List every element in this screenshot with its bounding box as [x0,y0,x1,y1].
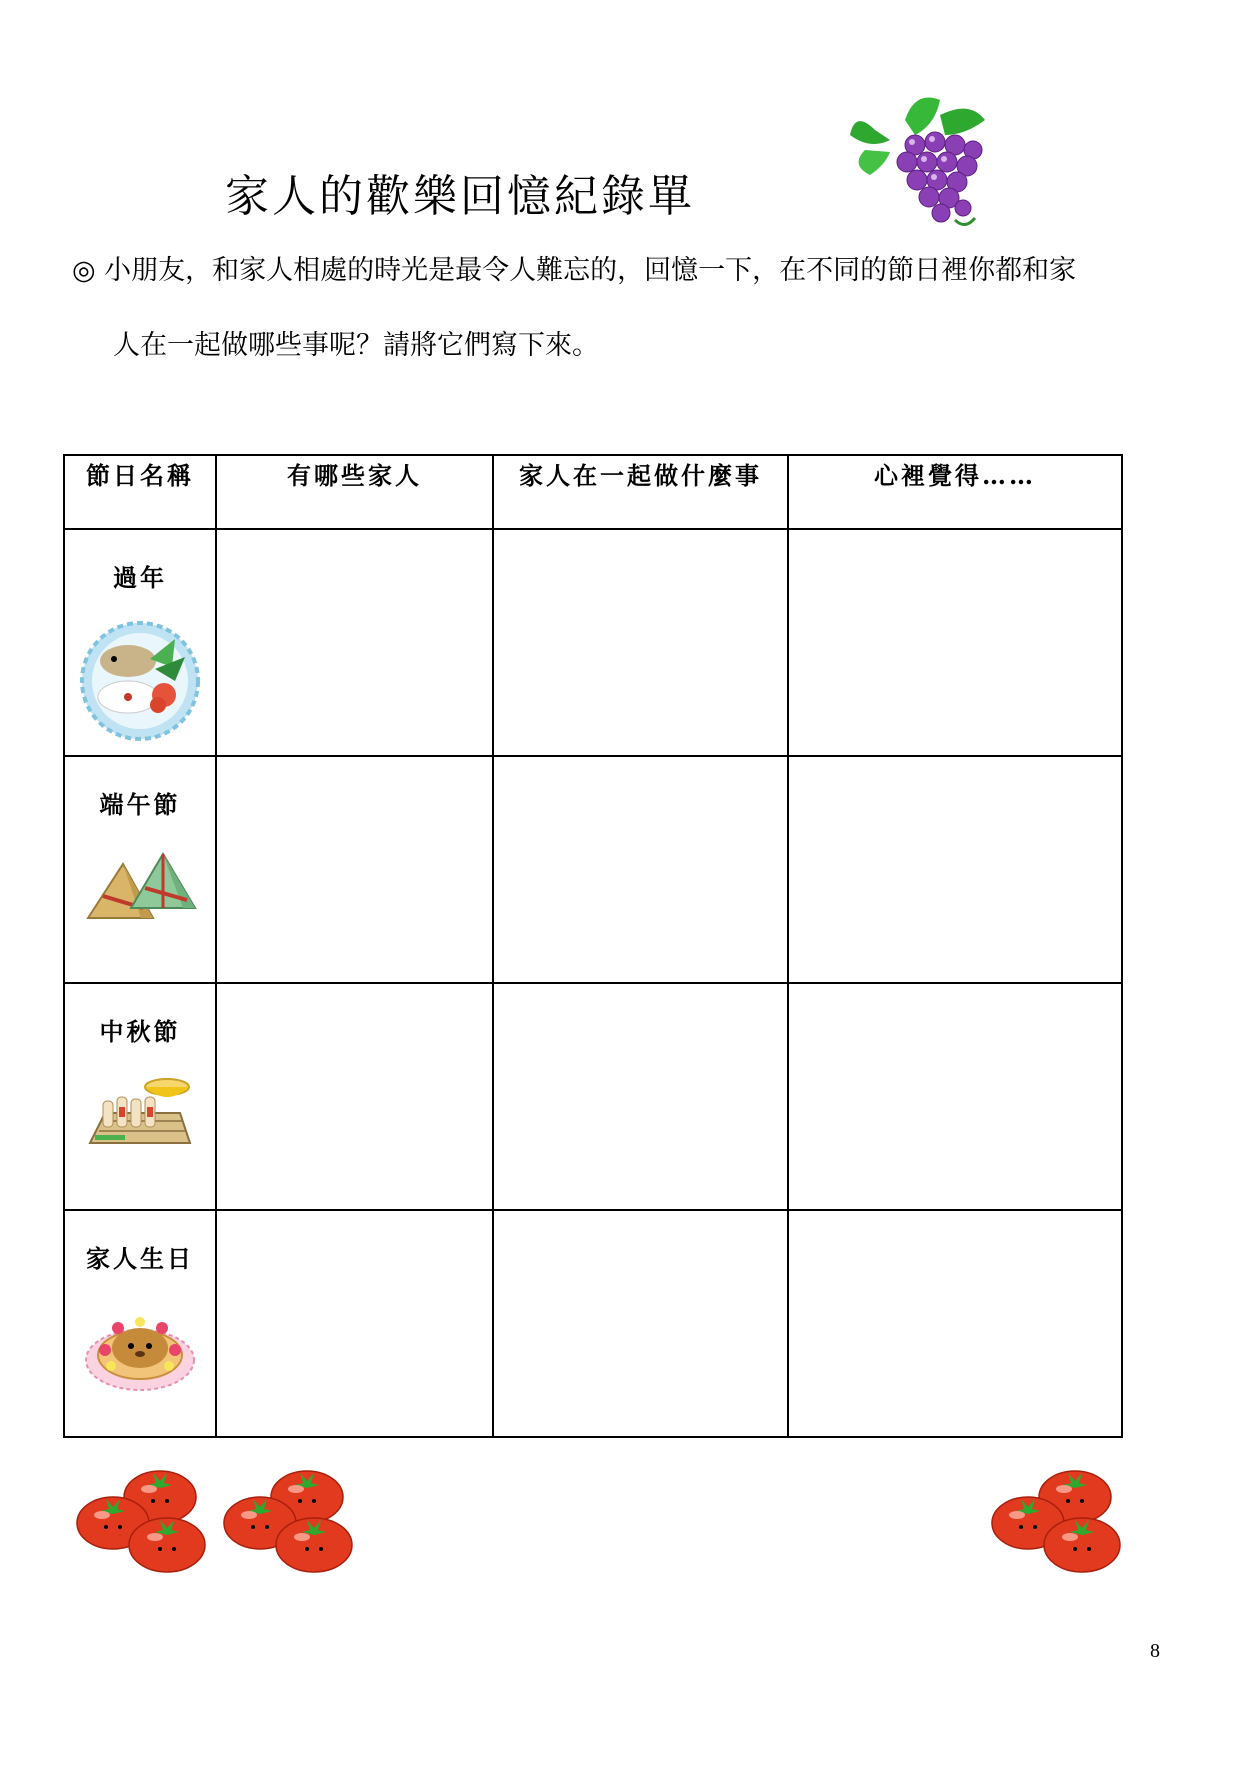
tomatoes-icon [222,1465,357,1575]
family-members-cell[interactable] [216,529,493,756]
festival-name: 端午節 [99,790,181,819]
festival-name: 中秋節 [99,1017,181,1046]
birthday-cake-icon [83,1300,198,1395]
table-header-row [64,455,1122,529]
table-row [64,983,1122,1210]
header-festival-name: 節日名稱 [64,455,216,529]
page-number: 8 [1150,1640,1160,1662]
activities-cell[interactable] [493,983,788,1210]
family-members-cell[interactable] [216,1210,493,1437]
instruction-line-2: 人在一起做哪些事呢？請將它們寫下來。 [113,330,599,361]
new-year-dish-icon [80,619,200,744]
tomatoes-icon [990,1465,1125,1575]
activities-cell[interactable] [493,529,788,756]
festival-cell [64,756,216,983]
grapes-icon [845,90,995,230]
table-row [64,1210,1122,1437]
rice-dumpling-icon [83,846,198,926]
festival-cell [64,529,216,756]
instruction-line-1: ◎ 小朋友，和家人相處的時光是最令人難忘的，回憶一下，在不同的節日裡你都和家 [72,255,1077,286]
activities-cell[interactable] [493,756,788,983]
festival-name: 家人生日 [86,1244,194,1273]
table-row [64,756,1122,983]
family-members-cell[interactable] [216,983,493,1210]
tomatoes-icon [75,1465,210,1575]
header-activities: 家人在一起做什麼事 [493,455,788,529]
festival-cell [64,1210,216,1437]
feelings-cell[interactable] [788,529,1122,756]
festival-name: 過年 [113,563,167,592]
feelings-cell[interactable] [788,756,1122,983]
header-feelings: 心裡覺得…… [788,455,1122,529]
table-row [64,529,1122,756]
holiday-table [63,454,1123,1438]
feelings-cell[interactable] [788,983,1122,1210]
page-title: 家人的歡樂回憶紀錄單 [225,171,695,222]
activities-cell[interactable] [493,1210,788,1437]
family-members-cell[interactable] [216,756,493,983]
barbecue-icon [85,1073,195,1153]
festival-cell [64,983,216,1210]
header-family-members: 有哪些家人 [216,455,493,529]
feelings-cell[interactable] [788,1210,1122,1437]
